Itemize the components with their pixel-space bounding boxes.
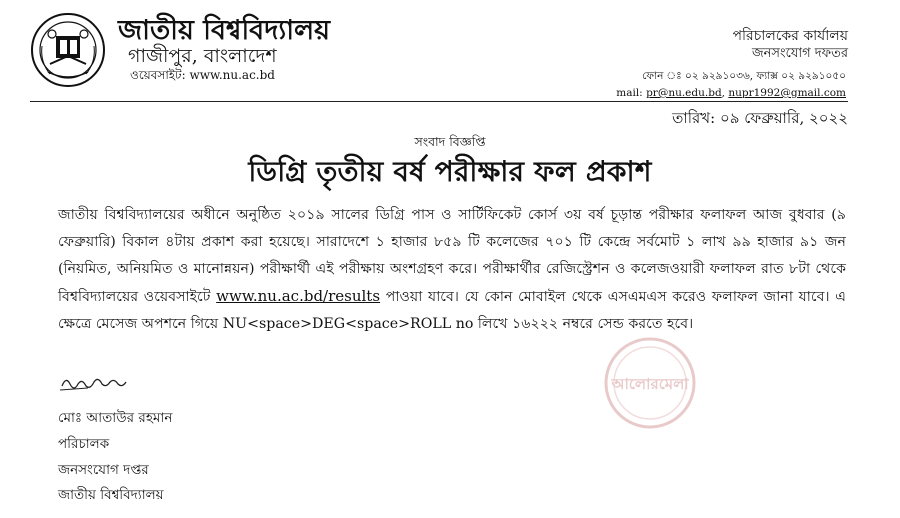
- email-link-1[interactable]: pr@nu.edu.bd: [646, 87, 722, 99]
- office-name: পরিচালকের কার্যালয়: [732, 28, 848, 44]
- signatory-organization: জাতীয় বিশ্ববিদ্যালয়: [58, 487, 164, 503]
- signatory-title: পরিচালক: [58, 436, 110, 452]
- header-divider: [30, 101, 848, 102]
- phone-fax: ফোন ঃ ০২ ৯২৯১০৩৬, ফ্যাক্স ০২ ৯২৯১০৫০: [642, 70, 846, 82]
- body-text-part-2: পাওয়া যাবে। যে কোন মোবাইল থেকে এসএমএস করেও ফলাফল জানা যাবে। এ ক্ষেত্রে মেসেজ অপশনে গিয়ে NU<space>DEG<space>ROLL no লিখে ১৬২২২ নম্বরে সেন্ড করতে হবে।: [58, 289, 847, 332]
- signatory-name: মোঃ আতাউর রহমান: [58, 410, 173, 426]
- headline: ডিগ্রি তৃতীয় বর্ষ পরীক্ষার ফল প্রকাশ: [248, 155, 652, 188]
- svg-text:আলোরমেলা: আলোরমেলা: [611, 375, 689, 393]
- university-website[interactable]: ওয়েবসাইট: www.nu.ac.bd: [130, 68, 275, 82]
- signatory-department: জনসংযোগ দপ্তর: [58, 462, 149, 478]
- body-paragraph: [58, 202, 846, 338]
- email-separator: ,: [721, 87, 726, 99]
- body-text-part-1: জাতীয় বিশ্ববিদ্যালয়ের অধীনে অনুষ্ঠিত ২০১৯ সালের ডিগ্রি পাস ও সার্টিফিকেট কোর্স ৩য় বর্ষ চূড়ান্ত পরীক্ষার ফলাফল আজ বুধবার (৯ ফেব্রুয়ারি) বিকাল ৪টায় প্রকাশ করা হয়েছে। সারাদেশে ১ হাজার ৮৫৯ টি কলেজের ৭০১ টি কেন্দ্রে সর্বমোট ১ লাখ ৯৯ হাজার ৯১ জন (নিয়মিত, অনিয়মিত ও মানোন্নয়ন) পরীক্ষার্থী এই পরীক্ষায় অংশগ্রহণ করে। পরীক্ষার্থীর রেজিস্ট্রেশন ও কলেজওয়ারী ফলাফল রাত ৮টা থেকে বিশ্ববিদ্যালয়ের ওয়েবসাইটে: [58, 207, 846, 305]
- university-location: গাজীপুর, বাংলাদেশ: [128, 45, 277, 67]
- mail-label: mail:: [616, 87, 643, 99]
- university-logo: [30, 12, 106, 88]
- release-date: তারিখ: ০৯ ফেব্রুয়ারি, ২০২২: [672, 109, 848, 127]
- email-link-2[interactable]: nupr1992@gmail.com: [728, 87, 846, 99]
- mail-line: [616, 87, 846, 99]
- results-url-link[interactable]: www.nu.ac.bd/results: [216, 287, 381, 305]
- press-release-label: সংবাদ বিজ্ঞপ্তি: [414, 134, 486, 149]
- watermark-stamp: [602, 335, 698, 431]
- department-name: জনসংযোগ দফতর: [752, 46, 848, 61]
- signature: [58, 370, 130, 396]
- university-name: জাতীয় বিশ্ববিদ্যালয়: [118, 15, 331, 46]
